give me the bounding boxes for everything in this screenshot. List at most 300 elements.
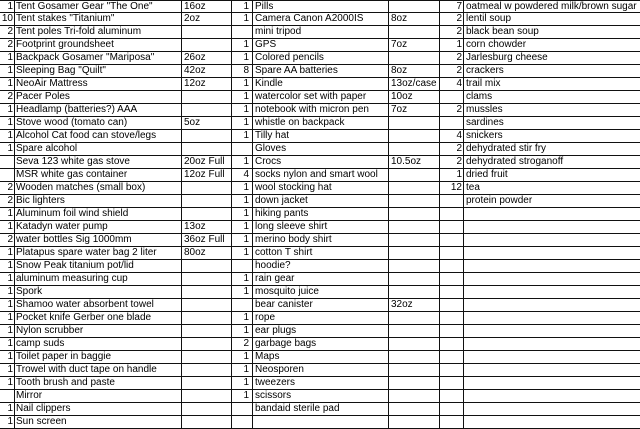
item-cell[interactable]: scissors — [255, 390, 292, 401]
item-cell[interactable]: Pills — [255, 1, 274, 12]
weight-cell[interactable] — [391, 403, 437, 415]
item-cell[interactable]: rope — [255, 312, 276, 323]
qty-cell[interactable] — [440, 234, 462, 246]
weight-cell[interactable]: 7oz — [391, 104, 408, 115]
qty-cell[interactable] — [0, 169, 13, 181]
weight-cell[interactable]: 36oz Full — [184, 234, 225, 245]
weight-cell[interactable] — [391, 325, 437, 337]
weight-cell[interactable] — [391, 273, 437, 285]
item-cell[interactable] — [466, 234, 640, 246]
item-cell[interactable]: crackers — [466, 65, 504, 76]
qty-cell[interactable]: 1 — [243, 247, 249, 258]
qty-cell[interactable]: 1 — [7, 1, 13, 12]
sheet-row — [0, 52, 640, 65]
qty-cell[interactable]: 1 — [243, 13, 249, 24]
item-cell[interactable]: Aluminum foil wind shield — [16, 208, 129, 219]
weight-cell[interactable]: 8oz — [391, 65, 408, 76]
weight-cell[interactable] — [184, 39, 230, 51]
item-cell[interactable]: Tooth brush and paste — [16, 377, 115, 388]
weight-cell[interactable] — [391, 234, 437, 246]
qty-cell[interactable]: 1 — [243, 364, 249, 375]
item-cell[interactable]: watercolor set with paper — [255, 91, 367, 102]
item-cell[interactable]: Maps — [255, 351, 280, 362]
item-cell[interactable]: Tent Gosamer Gear "The One" — [16, 1, 153, 12]
sheet-row — [0, 0, 640, 13]
weight-cell[interactable] — [391, 169, 437, 181]
qty-cell[interactable]: 2 — [456, 143, 462, 154]
qty-cell[interactable] — [232, 416, 249, 428]
weight-cell[interactable] — [391, 390, 437, 402]
item-cell[interactable]: Trowel with duct tape on handle — [16, 364, 157, 375]
item-cell[interactable]: Spork — [16, 286, 43, 297]
item-cell[interactable]: Seva 123 white gas stove — [16, 156, 130, 167]
weight-cell[interactable] — [184, 312, 230, 324]
item-cell[interactable]: Neosporen — [255, 364, 304, 375]
qty-cell[interactable]: 4 — [456, 78, 462, 89]
item-cell[interactable]: Stove wood (tomato can) — [16, 117, 128, 128]
item-cell[interactable] — [466, 403, 640, 415]
item-cell[interactable]: Mirror — [16, 390, 43, 401]
qty-cell[interactable]: 2 — [7, 195, 13, 206]
item-cell[interactable] — [466, 221, 640, 233]
item-cell[interactable]: cotton T shirt — [255, 247, 313, 258]
weight-cell[interactable] — [184, 195, 230, 207]
qty-cell[interactable]: 1 — [7, 117, 13, 128]
item-cell[interactable]: corn chowder — [466, 39, 527, 50]
weight-cell[interactable] — [391, 117, 437, 129]
weight-cell[interactable] — [184, 91, 230, 103]
qty-cell[interactable]: 2 — [456, 52, 462, 63]
item-cell[interactable] — [466, 364, 640, 376]
qty-cell[interactable] — [440, 403, 462, 415]
item-cell[interactable]: Katadyn water pump — [16, 221, 108, 232]
item-cell[interactable] — [466, 208, 640, 220]
item-cell[interactable]: Footprint groundsheet — [16, 39, 114, 50]
qty-cell[interactable] — [440, 221, 462, 233]
sheet-row — [0, 221, 640, 234]
weight-cell[interactable] — [391, 247, 437, 259]
sheet-row — [0, 234, 640, 247]
item-cell[interactable] — [466, 416, 640, 428]
sheet-row — [0, 143, 640, 156]
qty-cell[interactable]: 1 — [7, 364, 13, 375]
item-cell[interactable]: mussles — [466, 104, 503, 115]
item-cell[interactable]: Camera Canon A2000IS — [255, 13, 364, 24]
column-divider — [388, 0, 389, 429]
sheet-row — [0, 364, 640, 377]
item-cell[interactable]: black bean soup — [466, 26, 539, 37]
qty-cell[interactable]: 2 — [243, 338, 249, 349]
item-cell[interactable]: MSR white gas container — [16, 169, 128, 180]
item-cell[interactable]: Snow Peak titanium pot/lid — [16, 260, 134, 271]
sheet-row — [0, 156, 640, 169]
qty-cell[interactable]: 1 — [243, 390, 249, 401]
weight-cell[interactable]: 5oz — [184, 117, 201, 128]
item-cell[interactable]: dehydrated stroganoff — [466, 156, 564, 167]
weight-cell[interactable]: 10.5oz — [391, 156, 422, 167]
weight-cell[interactable] — [391, 351, 437, 363]
item-cell[interactable]: hoodie? — [255, 260, 291, 271]
weight-cell[interactable] — [184, 182, 230, 194]
sheet-row — [0, 260, 640, 273]
qty-cell[interactable] — [440, 91, 462, 103]
item-cell[interactable]: dried fruit — [466, 169, 508, 180]
qty-cell[interactable]: 1 — [7, 416, 13, 427]
item-cell[interactable] — [466, 338, 640, 350]
item-cell[interactable]: Platapus spare water bag 2 liter — [16, 247, 157, 258]
qty-cell[interactable]: 1 — [243, 351, 249, 362]
item-cell[interactable]: bandaid sterile pad — [255, 403, 340, 414]
qty-cell[interactable]: 1 — [243, 52, 249, 63]
weight-cell[interactable]: 13oz — [184, 221, 206, 232]
item-cell[interactable]: Shamoo water absorbent towel — [16, 299, 154, 310]
column-divider — [181, 0, 182, 429]
qty-cell[interactable]: 1 — [7, 52, 13, 63]
item-cell[interactable]: Crocs — [255, 156, 282, 167]
weight-cell[interactable] — [391, 143, 437, 155]
item-cell[interactable]: Tilly hat — [255, 130, 290, 141]
qty-cell[interactable]: 1 — [243, 273, 249, 284]
qty-cell[interactable]: 1 — [7, 221, 13, 232]
qty-cell[interactable]: 1 — [243, 286, 249, 297]
item-cell[interactable]: tea — [466, 182, 480, 193]
qty-cell[interactable] — [440, 299, 462, 311]
weight-cell[interactable]: 32oz — [391, 299, 413, 310]
item-cell[interactable] — [466, 390, 640, 402]
item-cell[interactable]: Wooden matches (small box) — [16, 182, 146, 193]
qty-cell[interactable] — [440, 338, 462, 350]
qty-cell[interactable]: 1 — [243, 195, 249, 206]
weight-cell[interactable] — [184, 286, 230, 298]
weight-cell[interactable] — [391, 221, 437, 233]
qty-cell[interactable]: 1 — [7, 286, 13, 297]
weight-cell[interactable] — [184, 273, 230, 285]
qty-cell[interactable]: 1 — [7, 208, 13, 219]
qty-cell[interactable] — [440, 117, 462, 129]
weight-cell[interactable] — [184, 260, 230, 272]
item-cell[interactable]: rain gear — [255, 273, 295, 284]
item-cell[interactable]: bear canister — [255, 299, 313, 310]
qty-cell[interactable]: 2 — [456, 13, 462, 24]
item-cell[interactable]: NeoAir Mattress — [16, 78, 88, 89]
qty-cell[interactable]: 1 — [243, 221, 249, 232]
qty-cell[interactable]: 2 — [7, 26, 13, 37]
qty-cell[interactable]: 4 — [243, 169, 249, 180]
sheet-row — [0, 104, 640, 117]
qty-cell[interactable]: 1 — [7, 312, 13, 323]
qty-cell[interactable]: 1 — [456, 39, 462, 50]
item-cell[interactable]: Pacer Poles — [16, 91, 70, 102]
qty-cell[interactable] — [232, 143, 249, 155]
weight-cell[interactable]: 42oz — [184, 65, 206, 76]
sheet-row — [0, 91, 640, 104]
qty-cell[interactable] — [232, 403, 249, 415]
sheet-row — [0, 169, 640, 182]
item-cell[interactable]: Nylon scrubber — [16, 325, 84, 336]
item-cell[interactable]: Kindle — [255, 78, 283, 89]
qty-cell[interactable]: 2 — [7, 91, 13, 102]
weight-cell[interactable] — [184, 338, 230, 350]
qty-cell[interactable]: 1 — [243, 325, 249, 336]
weight-cell[interactable] — [391, 416, 437, 428]
qty-cell[interactable]: 12 — [450, 182, 462, 193]
weight-cell[interactable]: 12oz Full — [184, 169, 225, 180]
item-cell[interactable]: whistle on backpack — [255, 117, 345, 128]
weight-cell[interactable]: 13oz/case — [391, 78, 437, 89]
item-cell[interactable]: Pocket knife Gerber one blade — [16, 312, 152, 323]
qty-cell[interactable] — [440, 195, 462, 207]
sheet-row — [0, 13, 640, 26]
weight-cell[interactable] — [391, 26, 437, 38]
sheet-row — [0, 338, 640, 351]
weight-cell[interactable] — [184, 416, 230, 428]
qty-cell[interactable]: 1 — [7, 130, 13, 141]
qty-cell[interactable] — [440, 273, 462, 285]
item-cell[interactable]: mosquito juice — [255, 286, 319, 297]
item-cell[interactable]: tweezers — [255, 377, 296, 388]
item-cell[interactable]: GPS — [255, 39, 277, 50]
qty-cell[interactable] — [440, 312, 462, 324]
sheet-row — [0, 403, 640, 416]
weight-cell[interactable]: 16oz — [184, 1, 206, 12]
item-cell[interactable]: sardines — [466, 117, 504, 128]
sheet-row — [0, 325, 640, 338]
weight-cell[interactable] — [184, 377, 230, 389]
weight-cell[interactable] — [184, 130, 230, 142]
qty-cell[interactable] — [0, 156, 13, 168]
qty-cell[interactable] — [440, 325, 462, 337]
item-cell[interactable]: snickers — [466, 130, 503, 141]
column-divider — [231, 0, 232, 429]
qty-cell[interactable]: 1 — [7, 351, 13, 362]
qty-cell[interactable]: 1 — [243, 39, 249, 50]
weight-cell[interactable] — [184, 390, 230, 402]
weight-cell[interactable]: 8oz — [391, 13, 408, 24]
weight-cell[interactable] — [391, 312, 437, 324]
sheet-row — [0, 247, 640, 260]
sheet-row — [0, 78, 640, 91]
qty-cell[interactable]: 2 — [456, 65, 462, 76]
weight-cell[interactable] — [184, 143, 230, 155]
item-cell[interactable]: merino body shirt — [255, 234, 332, 245]
item-cell[interactable]: mini tripod — [255, 26, 302, 37]
item-cell[interactable]: Sun screen — [16, 416, 67, 427]
weight-cell[interactable] — [391, 260, 437, 272]
sheet-row — [0, 26, 640, 39]
qty-cell[interactable] — [440, 208, 462, 220]
qty-cell[interactable] — [440, 390, 462, 402]
qty-cell[interactable] — [232, 26, 249, 38]
qty-cell[interactable]: 1 — [7, 403, 13, 414]
item-cell[interactable]: Nail clippers — [16, 403, 71, 414]
item-cell[interactable]: wool stocking hat — [255, 182, 332, 193]
item-cell[interactable]: Alcohol Cat food can stove/legs — [16, 130, 157, 141]
qty-cell[interactable] — [440, 364, 462, 376]
item-cell[interactable] — [466, 325, 640, 337]
item-cell[interactable]: Tent poles Tri-fold aluminum — [16, 26, 142, 37]
qty-cell[interactable]: 1 — [243, 104, 249, 115]
qty-cell[interactable]: 1 — [243, 208, 249, 219]
weight-cell[interactable] — [184, 26, 230, 38]
weight-cell[interactable] — [391, 377, 437, 389]
qty-cell[interactable]: 2 — [7, 39, 13, 50]
weight-cell[interactable] — [184, 403, 230, 415]
qty-cell[interactable]: 1 — [7, 143, 13, 154]
weight-cell[interactable] — [184, 364, 230, 376]
weight-cell[interactable] — [184, 299, 230, 311]
qty-cell[interactable] — [0, 390, 13, 402]
sheet-row — [0, 182, 640, 195]
item-cell[interactable]: aluminum measuring cup — [16, 273, 128, 284]
qty-cell[interactable] — [440, 286, 462, 298]
weight-cell[interactable] — [184, 325, 230, 337]
sheet-row — [0, 195, 640, 208]
weight-cell[interactable]: 26oz — [184, 52, 206, 63]
qty-cell[interactable]: 1 — [7, 65, 13, 76]
item-cell[interactable]: Bic lighters — [16, 195, 65, 206]
qty-cell[interactable]: 1 — [243, 1, 249, 12]
qty-cell[interactable]: 1 — [7, 338, 13, 349]
item-cell[interactable]: oatmeal w powdered milk/brown sugar — [466, 1, 637, 12]
qty-cell[interactable] — [232, 260, 249, 272]
qty-cell[interactable]: 1 — [7, 247, 13, 258]
qty-cell[interactable]: 1 — [243, 156, 249, 167]
item-cell[interactable]: Headlamp (batteries?) AAA — [16, 104, 138, 115]
item-cell[interactable] — [466, 247, 640, 259]
item-cell[interactable]: Toilet paper in baggie — [16, 351, 112, 362]
qty-cell[interactable]: 1 — [243, 91, 249, 102]
qty-cell[interactable]: 1 — [243, 117, 249, 128]
item-cell[interactable]: Spare AA batteries — [255, 65, 338, 76]
qty-cell[interactable]: 1 — [456, 169, 462, 180]
qty-cell[interactable]: 1 — [243, 78, 249, 89]
item-cell[interactable]: long sleeve shirt — [255, 221, 328, 232]
weight-cell[interactable] — [184, 351, 230, 363]
qty-cell[interactable]: 1 — [7, 78, 13, 89]
item-cell[interactable]: clams — [466, 91, 493, 102]
item-cell[interactable]: water bottles Sig 1000mm — [16, 234, 132, 245]
item-cell[interactable]: ear plugs — [255, 325, 297, 336]
weight-cell[interactable] — [391, 286, 437, 298]
item-cell[interactable]: trail mix — [466, 78, 501, 89]
qty-cell[interactable] — [440, 247, 462, 259]
weight-cell[interactable]: 12oz — [184, 78, 206, 89]
qty-cell[interactable]: 8 — [243, 65, 249, 76]
weight-cell[interactable]: 7oz — [391, 39, 408, 50]
qty-cell[interactable] — [440, 351, 462, 363]
qty-cell[interactable]: 2 — [7, 182, 13, 193]
qty-cell[interactable]: 2 — [456, 156, 462, 167]
item-cell[interactable] — [466, 299, 640, 311]
weight-cell[interactable] — [391, 195, 437, 207]
qty-cell[interactable]: 10 — [1, 13, 13, 24]
qty-cell[interactable] — [440, 377, 462, 389]
item-cell[interactable] — [466, 260, 640, 272]
weight-cell[interactable]: 80oz — [184, 247, 206, 258]
item-cell[interactable]: protein powder — [466, 195, 533, 206]
item-cell[interactable]: Spare alcohol — [16, 143, 78, 154]
column-divider — [14, 0, 15, 429]
weight-cell[interactable] — [391, 1, 437, 13]
item-cell[interactable]: camp suds — [16, 338, 65, 349]
qty-cell[interactable] — [440, 416, 462, 428]
sheet-row — [0, 208, 640, 221]
item-cell[interactable]: garbage bags — [255, 338, 317, 349]
item-cell[interactable] — [466, 351, 640, 363]
qty-cell[interactable]: 2 — [456, 104, 462, 115]
sheet-row — [0, 312, 640, 325]
qty-cell[interactable] — [232, 299, 249, 311]
item-cell[interactable]: lentil soup — [466, 13, 512, 24]
item-cell[interactable]: hiking pants — [255, 208, 309, 219]
column-divider — [463, 0, 464, 429]
sheet-row — [0, 390, 640, 403]
item-cell[interactable] — [466, 312, 640, 324]
weight-cell[interactable]: 20oz Full — [184, 156, 225, 167]
weight-cell[interactable] — [391, 364, 437, 376]
weight-cell[interactable] — [391, 182, 437, 194]
sheet-row — [0, 286, 640, 299]
qty-cell[interactable]: 1 — [7, 299, 13, 310]
sheet-row — [0, 117, 640, 130]
item-cell[interactable] — [466, 273, 640, 285]
weight-cell[interactable] — [391, 52, 437, 64]
weight-cell[interactable]: 10oz — [391, 91, 413, 102]
item-cell[interactable] — [255, 416, 385, 428]
item-cell[interactable] — [466, 377, 640, 389]
qty-cell[interactable]: 1 — [243, 130, 249, 141]
item-cell[interactable]: Jarlesburg cheese — [466, 52, 548, 63]
item-cell[interactable] — [466, 286, 640, 298]
item-cell[interactable]: down jacket — [255, 195, 308, 206]
qty-cell[interactable]: 1 — [7, 325, 13, 336]
weight-cell[interactable] — [391, 208, 437, 220]
item-cell[interactable]: Gloves — [255, 143, 287, 154]
sheet-row — [0, 416, 640, 429]
qty-cell[interactable]: 1 — [7, 273, 13, 284]
qty-cell[interactable]: 1 — [243, 234, 249, 245]
column-divider — [252, 0, 253, 429]
qty-cell[interactable]: 1 — [243, 312, 249, 323]
column-divider — [439, 0, 440, 429]
sheet-row — [0, 273, 640, 286]
weight-cell[interactable] — [184, 104, 230, 116]
item-cell[interactable]: dehydrated stir fry — [466, 143, 547, 154]
qty-cell[interactable]: 1 — [7, 260, 13, 271]
weight-cell[interactable] — [391, 338, 437, 350]
qty-cell[interactable]: 2 — [7, 234, 13, 245]
qty-cell[interactable]: 1 — [7, 104, 13, 115]
item-cell[interactable]: socks nylon and smart wool — [255, 169, 378, 180]
weight-cell[interactable]: 2oz — [184, 13, 201, 24]
item-cell[interactable]: notebook with micron pen — [255, 104, 369, 115]
weight-cell[interactable] — [184, 208, 230, 220]
item-cell[interactable]: Backpack Gosamer "Mariposa" — [16, 52, 155, 63]
weight-cell[interactable] — [391, 130, 437, 142]
sheet-row — [0, 351, 640, 364]
qty-cell[interactable]: 1 — [7, 377, 13, 388]
item-cell[interactable]: Sleeping Bag "Quilt" — [16, 65, 106, 76]
sheet-row — [0, 39, 640, 52]
qty-cell[interactable]: 1 — [243, 377, 249, 388]
qty-cell[interactable]: 2 — [456, 26, 462, 37]
item-cell[interactable]: Tent stakes "Titanium" — [16, 13, 115, 24]
qty-cell[interactable]: 4 — [456, 130, 462, 141]
qty-cell[interactable] — [440, 260, 462, 272]
qty-cell[interactable]: 1 — [243, 182, 249, 193]
item-cell[interactable]: Colored pencils — [255, 52, 324, 63]
qty-cell[interactable]: 7 — [456, 1, 462, 12]
